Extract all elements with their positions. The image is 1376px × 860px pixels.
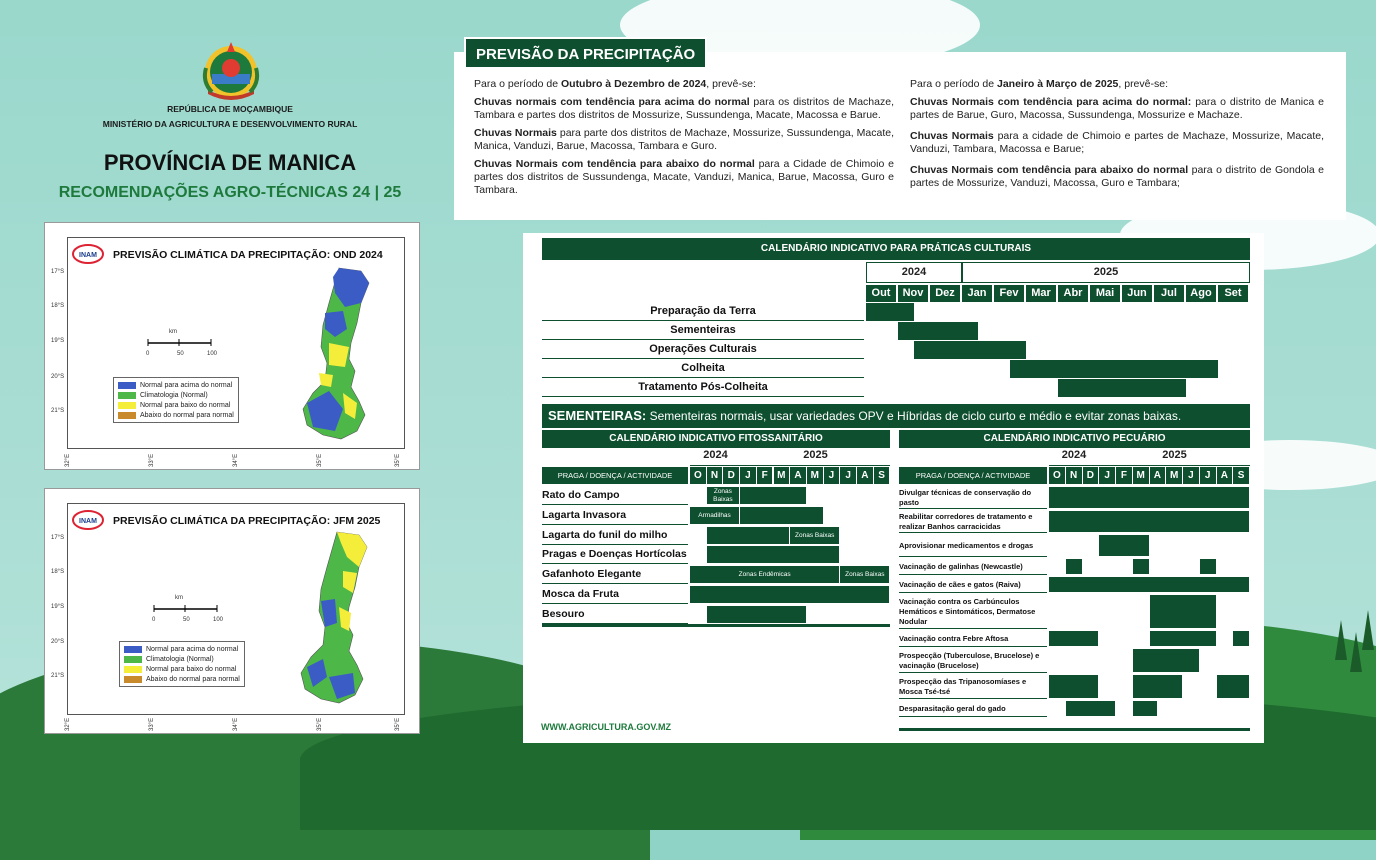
scale-unit: km xyxy=(169,329,177,335)
pecuario-row-label: Vacinação contra Febre Aftosa xyxy=(899,630,1047,647)
culturais-year-2025: 2025 xyxy=(962,262,1250,283)
fito-bar xyxy=(740,507,823,524)
month-header: Out xyxy=(866,285,896,302)
month-header: Jun xyxy=(1122,285,1152,302)
month-header: M xyxy=(1166,467,1182,484)
fito-bar xyxy=(707,606,806,623)
pecuario-col-header: PRAGA / DOENÇA / ACTIVIDADE xyxy=(899,467,1047,484)
culturais-bar xyxy=(898,322,978,340)
scale-tick: 100 xyxy=(207,351,218,357)
scale-tick: 0 xyxy=(152,617,156,623)
culturais-row-label: Colheita xyxy=(542,360,864,378)
pecuario-row-label: Desparasitação geral do gado xyxy=(899,700,1047,717)
month-header: S xyxy=(1233,467,1249,484)
lon-label: 35°E xyxy=(317,717,323,731)
scale-tick: 0 xyxy=(146,351,150,357)
month-header: Abr xyxy=(1058,285,1088,302)
month-header: J xyxy=(1099,467,1115,484)
fito-title: CALENDÁRIO INDICATIVO FITOSSANITÁRIO xyxy=(542,430,890,448)
republic-name: REPÚBLICA DE MOÇAMBIQUE xyxy=(167,104,293,114)
fito-bar: Armadilhas xyxy=(690,507,739,524)
fito-col-header: PRAGA / DOENÇA / ACTIVIDADE xyxy=(542,467,688,484)
culturais-title: CALENDÁRIO INDICATIVO PARA PRÁTICAS CULTURAIS xyxy=(542,238,1250,260)
month-header: Dez xyxy=(930,285,960,302)
fito-bar: Zonas Baixas xyxy=(790,527,839,544)
legend-item: Normal para acima do normal xyxy=(118,380,234,390)
lon-label: 35°E xyxy=(395,453,401,467)
legend-item: Climatologia (Normal) xyxy=(124,654,240,664)
scale-tick: 100 xyxy=(213,617,224,623)
fito-bar xyxy=(707,546,840,563)
pecuario-bar xyxy=(1233,631,1249,646)
pecuario-bar xyxy=(1133,559,1149,574)
lon-label: 32°E xyxy=(65,717,71,731)
fito-bottom-rule xyxy=(542,624,890,627)
lon-label: 33°E xyxy=(149,717,155,731)
pecuario-bar xyxy=(1049,577,1249,592)
fito-row-label: Rato do Campo xyxy=(542,486,688,505)
lon-label: 35°E xyxy=(395,717,401,731)
fito-row-label: Mosca da Fruta xyxy=(542,585,688,604)
culturais-year-2024: 2024 xyxy=(866,262,962,283)
tree-icon xyxy=(1362,610,1374,650)
month-header: M xyxy=(774,467,790,484)
legend-item: Abaixo do normal para normal xyxy=(124,674,240,684)
pecuario-title: CALENDÁRIO INDICATIVO PECUÁRIO xyxy=(899,430,1250,448)
lat-label: 20°S xyxy=(51,374,65,380)
month-header: J xyxy=(1183,467,1199,484)
tree-icon xyxy=(1335,620,1347,660)
lat-label: 19°S xyxy=(51,604,65,610)
month-header: D xyxy=(1083,467,1099,484)
culturais-bar xyxy=(866,303,914,321)
month-header: O xyxy=(1049,467,1065,484)
pecuario-row-label: Prospecção das Tripanosomíases e Mosca Tsé-tsé xyxy=(899,674,1047,699)
pecuario-bar xyxy=(1049,675,1098,698)
month-header: M xyxy=(1133,467,1149,484)
month-header: A xyxy=(1150,467,1166,484)
fito-bar xyxy=(690,586,889,603)
pecuario-bar xyxy=(1133,701,1157,716)
pecuario-bottom-rule xyxy=(899,728,1250,731)
lat-label: 20°S xyxy=(51,639,65,645)
fito-row-label: Lagarta Invasora xyxy=(542,506,688,525)
lon-label: 33°E xyxy=(149,453,155,467)
fito-bar: Zonas Endêmicas xyxy=(690,566,839,583)
fito-row-label: Lagarta do funil do milho xyxy=(542,526,688,545)
month-header: N xyxy=(1066,467,1082,484)
month-header: A xyxy=(1217,467,1233,484)
svg-text:INAM: INAM xyxy=(79,518,97,525)
culturais-row-label: Preparação da Terra xyxy=(542,303,864,321)
lat-label: 21°S xyxy=(51,673,65,679)
lon-label: 32°E xyxy=(65,453,71,467)
lat-label: 17°S xyxy=(51,535,65,541)
lon-label: 34°E xyxy=(233,717,239,731)
inam-logo-icon xyxy=(69,243,107,265)
month-header: Jul xyxy=(1154,285,1184,302)
previsao-ond xyxy=(474,78,894,202)
month-header: J xyxy=(740,467,756,484)
month-header: O xyxy=(690,467,706,484)
month-header: Mai xyxy=(1090,285,1120,302)
pecuario-bar xyxy=(1133,675,1182,698)
pecuario-bar xyxy=(1133,649,1199,672)
month-header: J xyxy=(824,467,840,484)
month-header: Jan xyxy=(962,285,992,302)
lat-label: 19°S xyxy=(51,338,65,344)
month-header: A xyxy=(790,467,806,484)
fito-row-label: Gafanhoto Elegante xyxy=(542,565,688,584)
pecuario-bar xyxy=(1217,675,1250,698)
pecuario-bar xyxy=(1066,701,1115,716)
pecuario-bar xyxy=(1049,631,1098,646)
pecuario-row-label: Divulgar técnicas de conservação do pasto xyxy=(899,486,1047,509)
lon-label: 34°E xyxy=(233,453,239,467)
previsao-paragraph: Chuvas normais com tendência para acima do normal para os distritos de Machaze, Tambara e partes dos distritos de Mossurize, Sussundenga, Macate, Macossa e Barue. xyxy=(474,96,894,121)
pecuario-row-label: Prospecção (Tuberculose, Brucelose) e vacinação (Brucelose) xyxy=(899,648,1047,673)
website-link[interactable]: WWW.AGRICULTURA.GOV.MZ xyxy=(541,722,671,732)
manica-map-ond xyxy=(299,263,389,443)
inam-logo-icon xyxy=(69,509,107,531)
previsao-paragraph: Chuvas Normais com tendência para abaixo do normal para o distrito de Gondola e partes de Mossurize, Vanduzi, Macossa, Guro e Tambara; xyxy=(910,164,1324,189)
month-header: S xyxy=(874,467,890,484)
pecuario-row-label: Aprovisionar medicamentos e drogas xyxy=(899,534,1047,557)
fito-row-label: Besouro xyxy=(542,605,688,624)
pecuario-row-label: Reabilitar corredores de tratamento e realizar Banhos carracicidas xyxy=(899,510,1047,533)
culturais-bar xyxy=(1010,360,1218,378)
lat-label: 18°S xyxy=(51,569,65,575)
map-title: PREVISÃO CLIMÁTICA DA PRECIPITAÇÃO: OND 2024 xyxy=(113,249,383,261)
month-header: N xyxy=(707,467,723,484)
previsao-paragraph: Chuvas Normais com tendência para acima do normal: para o distrito de Manica e partes de Barue, Guro, Macossa, Sussundenga, Mossurize e Machaze. xyxy=(910,96,1324,121)
pecuario-row-label: Vacinação contra os Carbúnculos Hemáticos e Sintomáticos, Dermatose Nodular xyxy=(899,594,1047,629)
page-subtitle: RECOMENDAÇÕES AGRO-TÉCNICAS 24 | 25 xyxy=(58,184,402,201)
month-header: F xyxy=(1116,467,1132,484)
previsao-intro: Para o período de Outubro à Dezembro de 2024, prevê-se: xyxy=(474,78,756,90)
month-header: Fev xyxy=(994,285,1024,302)
legend-item: Climatologia (Normal) xyxy=(118,390,234,400)
month-header: F xyxy=(757,467,773,484)
month-header: J xyxy=(840,467,856,484)
manica-map-jfm xyxy=(297,527,387,707)
ministry-name: MINISTÉRIO DA AGRICULTURA E DESENVOLVIMENTO RURAL xyxy=(102,119,358,129)
culturais-bar xyxy=(1058,379,1186,397)
pecuario-year-2025: 2025 xyxy=(1099,449,1250,466)
province-title: PROVÍNCIA DE MANICA xyxy=(103,150,357,175)
left-panel xyxy=(0,0,440,776)
lon-label: 35°E xyxy=(317,453,323,467)
culturais-bar xyxy=(914,341,1026,359)
pecuario-bar xyxy=(1200,559,1216,574)
pecuario-row-label: Vacinação de galinhas (Newcastle) xyxy=(899,558,1047,575)
legend-item: Normal para baixo do normal xyxy=(124,664,240,674)
scale-unit: km xyxy=(175,595,183,601)
month-header: Nov xyxy=(898,285,928,302)
legend-item: Normal para baixo do normal xyxy=(118,400,234,410)
culturais-row-label: Operações Culturais xyxy=(542,341,864,359)
lat-label: 18°S xyxy=(51,303,65,309)
fito-row-label: Pragas e Doenças Hortícolas xyxy=(542,545,688,564)
culturais-row-label: Sementeiras xyxy=(542,322,864,340)
previsao-intro: Para o período de Janeiro à Março de 2025, prevê-se: xyxy=(910,78,1168,90)
map-card-ond xyxy=(44,222,420,470)
pecuario-year-2024: 2024 xyxy=(1049,449,1099,466)
fito-bar: Zonas Baixas xyxy=(707,487,739,504)
scale-tick: 50 xyxy=(177,351,184,357)
legend-item: Normal para acima do normal xyxy=(124,644,240,654)
national-emblem-icon xyxy=(198,38,264,104)
fito-year-2024: 2024 xyxy=(690,449,741,466)
map-legend xyxy=(119,641,245,687)
lat-label: 17°S xyxy=(51,269,65,275)
legend-item: Abaixo do normal para normal xyxy=(118,410,234,420)
month-header: D xyxy=(723,467,739,484)
pecuario-bar xyxy=(1049,487,1249,508)
pecuario-row-label: Vacinação de cães e gatos (Raiva) xyxy=(899,576,1047,593)
pecuario-bar xyxy=(1066,559,1082,574)
previsao-jfm xyxy=(910,78,1324,195)
pecuario-bar xyxy=(1150,631,1216,646)
culturais-row-label: Tratamento Pós-Colheita xyxy=(542,379,864,397)
pecuario-bar xyxy=(1049,511,1249,532)
fito-bar: Zonas Baixas xyxy=(840,566,889,583)
map-card-jfm xyxy=(44,488,420,734)
month-header: Ago xyxy=(1186,285,1216,302)
map-title: PREVISÃO CLIMÁTICA DA PRECIPITAÇÃO: JFM 2025 xyxy=(113,515,381,527)
previsao-paragraph: Chuvas Normais com tendência para abaixo do normal para a Cidade de Chimoio e partes dos distritos de Sussundenga, Macate, Vanduzi, Manica, Barue, Macossa, Guro e Tambara. xyxy=(474,158,894,196)
month-header: M xyxy=(807,467,823,484)
pecuario-bar xyxy=(1099,535,1148,556)
svg-text:INAM: INAM xyxy=(79,252,97,259)
fito-bar xyxy=(707,527,790,544)
previsao-paragraph: Chuvas Normais para a cidade de Chimoio e partes de Machaze, Mossurize, Macate, Vanduzi, Tambara, Macossa e Barue; xyxy=(910,130,1324,155)
fito-bar xyxy=(740,487,806,504)
tree-icon xyxy=(1350,632,1362,672)
month-header: Mar xyxy=(1026,285,1056,302)
pecuario-bar xyxy=(1150,595,1216,628)
month-header: J xyxy=(1200,467,1216,484)
map-legend xyxy=(113,377,239,423)
previsao-paragraph: Chuvas Normais para parte dos distritos de Machaze, Mossurize, Sussundenga, Macate, Manica, Vanduzi, Barue, Macossa, Tambara e Guro. xyxy=(474,127,894,152)
fito-year-2025: 2025 xyxy=(741,449,890,466)
sementeiras-banner: SEMENTEIRAS: Sementeiras normais, usar variedades OPV e Híbridas de ciclo curto e médio e evitar zonas baixas. xyxy=(542,404,1250,428)
scale-tick: 50 xyxy=(183,617,190,623)
lat-label: 21°S xyxy=(51,408,65,414)
previsao-title: PREVISÃO DA PRECIPITAÇÃO xyxy=(464,37,707,69)
month-header: A xyxy=(857,467,873,484)
month-header: Set xyxy=(1218,285,1248,302)
